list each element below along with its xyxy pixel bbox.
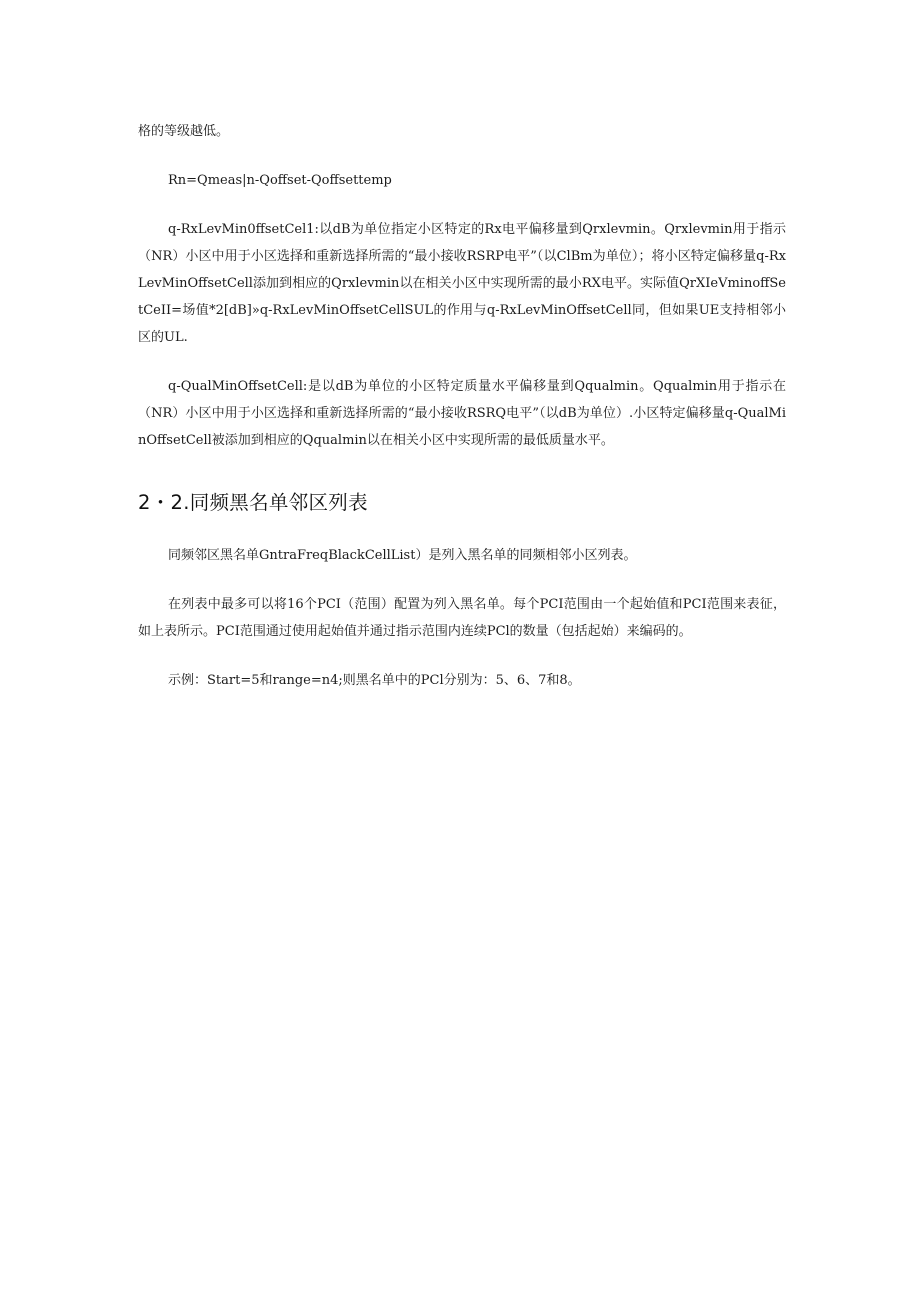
document-body bbox=[138, 118, 786, 694]
blacklist-paragraph: 同频邻区黑名单GntraFreqBlackCellList）是列入黑名单的同频相邻小区列表。 bbox=[168, 548, 637, 563]
rxlev-offset-paragraph: q-RxLevMin0ffsetCel1:以dB为单位指定小区特定的Rx电平偏移量到Qrxlevmin。Qrxlevmin用于指示（NR）小区中用于小区选择和重新选择所需的“最小接收RSRP电平”（以ClBm为单位）；将小区特定偏移量q-RxLevMinOffsetCell添加到相应的Qrxlevmin以在相关小区中实现所需的最小RX电平。实际值QrXIeVminoffSetCeII=场值*2[dB]»q-RxLevMinOffsetCellSUL的作用与q-RxLevMinOffsetCell同，但如果UE支持相邻小区的UL. bbox=[138, 222, 786, 345]
intro-paragraph: 格的等级越低。 bbox=[138, 124, 230, 139]
qual-offset-paragraph: q-QualMinOffsetCell:是以dB为单位的小区特定质量水平偏移量到Qqualmin。Qqualmin用于指示在（NR）小区中用于小区选择和重新选择所需的“最小接收RSRQ电平”（以dB为单位）.小区特定偏移量q-QualMinOffsetCell被添加到相应的Qqualmin以在相关小区中实现所需的最低质量水平。 bbox=[138, 379, 786, 448]
example-paragraph: 示例：Start=5和range=n4;则黑名单中的PCl分别为：5、6、7和8。 bbox=[168, 673, 581, 688]
section-heading: 2・2.同频黑名单邻区列表 bbox=[138, 491, 368, 514]
formula-line: Rn=Qmeas|n-Qoffset-Qoffsettemp bbox=[168, 173, 392, 188]
pci-range-paragraph: 在列表中最多可以将16个PCI（范围）配置为列入黑名单。每个PCI范围由一个起始值和PCI范围来表征，如上表所示。PCI范围通过使用起始值并通过指示范围内连续PCl的数量（包括起始）来编码的。 bbox=[138, 597, 786, 639]
